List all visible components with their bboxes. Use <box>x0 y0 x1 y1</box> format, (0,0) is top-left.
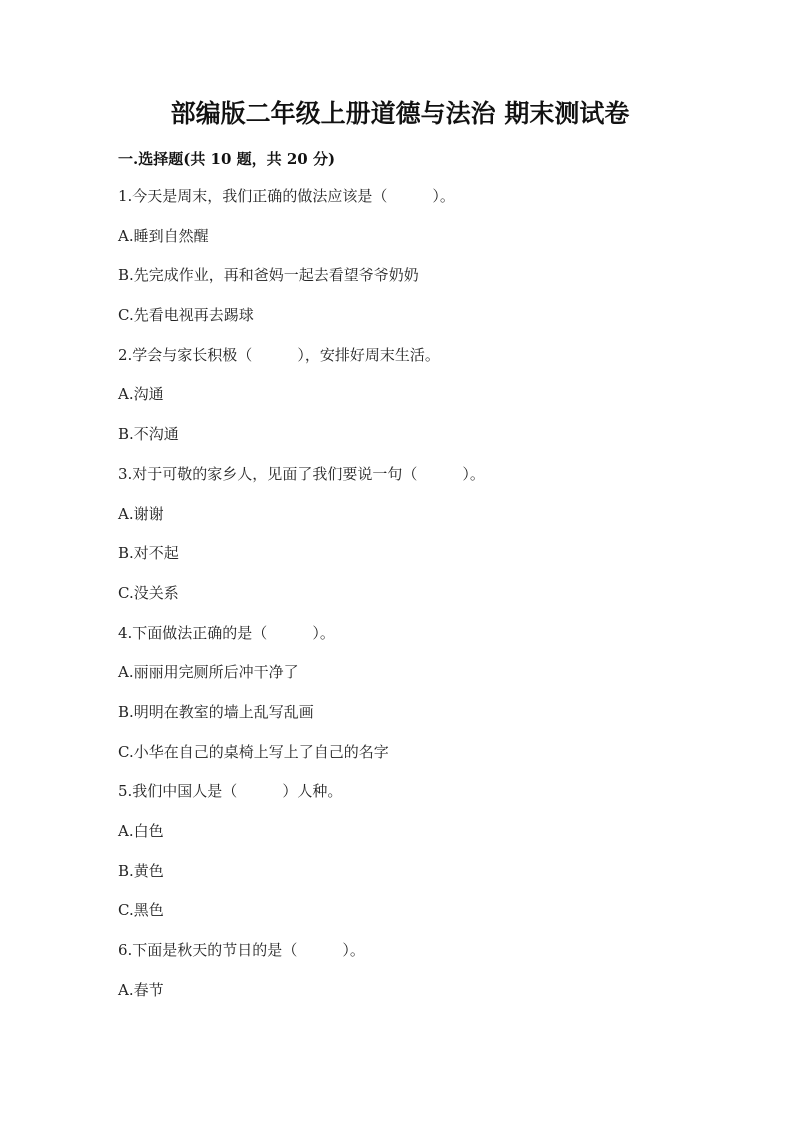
question-2: 2.学会与家长积极（ ），安排好周末生活。 <box>118 345 440 364</box>
question-5-option-a: A.白色 <box>118 822 164 840</box>
question-3-option-a: A.谢谢 <box>118 504 164 523</box>
question-5-option-c: C.黑色 <box>118 901 164 920</box>
page-title: 部编版二年级上册道德与法治 期末测试卷 <box>170 99 630 128</box>
question-3-option-b: B.对不起 <box>118 544 179 563</box>
question-6-option-a: A.春节 <box>118 980 164 999</box>
question-list <box>118 186 718 1019</box>
question-4-option-c: C.小华在自己的桌椅上写上了自己的名字 <box>118 742 389 761</box>
question-2-option-a: A.沟通 <box>118 385 164 404</box>
question-4: 4.下面做法正确的是（ ）。 <box>118 623 335 642</box>
question-3: 3.对于可敬的家乡人，见面了我们要说一句（ ）。 <box>118 464 485 483</box>
question-6: 6.下面是秋天的节日的是（ ）。 <box>118 941 365 960</box>
question-4-option-b: B.明明在教室的墙上乱写乱画 <box>118 702 314 721</box>
question-5-option-b: B.黄色 <box>118 861 164 880</box>
question-4-option-a: A.丽丽用完厕所后冲干净了 <box>118 663 299 682</box>
question-5: 5.我们中国人是（ ）人种。 <box>118 782 343 801</box>
question-1-option-c: C.先看电视再去踢球 <box>118 306 254 325</box>
section-heading: 一.选择题(共 10 题，共 20 分) <box>118 150 336 168</box>
question-1-option-a: A.睡到自然醒 <box>118 226 209 245</box>
question-1: 1.今天是周末，我们正确的做法应该是（ ）。 <box>118 187 455 205</box>
question-2-option-b: B.不沟通 <box>118 425 179 444</box>
question-1-option-b: B.先完成作业，再和爸妈一起去看望爷爷奶奶 <box>118 266 419 285</box>
question-3-option-c: C.没关系 <box>118 583 179 602</box>
